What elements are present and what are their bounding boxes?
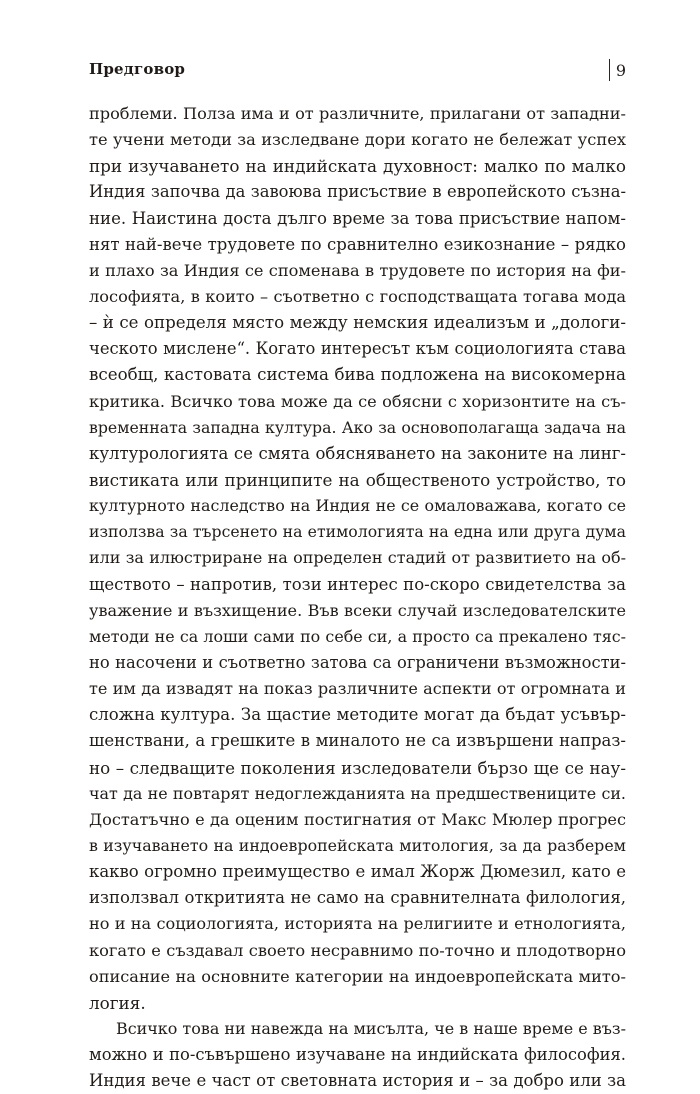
chapter-title: Предговор — [89, 60, 186, 78]
text-line: вистиката или принципите на общественото устройство, то — [89, 469, 626, 490]
text-line: но – следващите поколения изследователи бързо ще се нау- — [89, 757, 626, 778]
text-line: те им да извадят на показ различните аспекти от огромната и — [89, 679, 626, 699]
text-line: проблеми. Полза има и от различните, прилагани от западни- — [89, 104, 626, 123]
page-number: 9 — [615, 60, 626, 80]
text-line: Индия започва да завоюва присъствие в европейското съзна- — [89, 182, 626, 202]
text-line: в изучаването на индоевропейската митология, за да разберем — [89, 835, 626, 855]
paragraph-2 — [89, 1016, 626, 1094]
text-line: при изучаването на индийската духовност: малко по малко — [89, 156, 626, 177]
text-line: когато е създавал своето несравнимо по-точно и плодотворно — [89, 940, 626, 960]
body-text — [89, 101, 626, 1094]
text-line: какво огромно преимущество е имал Жорж Дюмезил, като е — [89, 862, 626, 882]
text-line: Достатъчно е да оценим постигнатия от Макс Мюлер прогрес — [89, 809, 626, 829]
folio-divider — [609, 59, 610, 81]
text-line: временната западна култура. Ако за основополагаща задача на — [89, 417, 626, 437]
text-line: културното наследство на Индия не се омаловажава, когато се — [89, 496, 626, 516]
text-line: уважение и възхищение. Във всеки случай изследователските — [89, 600, 626, 620]
text-line: ние. Наистина доста дълго време за това присъствие напом- — [89, 208, 626, 228]
text-line: всеобщ, кастовата система бива подложена на високомерна — [89, 365, 626, 385]
text-line: използвал откритията не само на сравнителната филология, — [89, 888, 626, 908]
paragraph-1 — [89, 101, 626, 1016]
text-line: логия. — [89, 992, 146, 1013]
text-line: но и на социологията, историята на религиите и етнологията, — [89, 914, 626, 934]
text-line: те учени методи за изследване дори когато не бележат успех — [89, 130, 626, 150]
text-line: но насочени и съответно затова са ограничени възможности- — [89, 652, 626, 672]
text-line: Индия вече е част от световната история и – за добро или за — [89, 1071, 626, 1091]
text-line: чат да не повтарят недоглежданията на предшествениците си. — [89, 783, 626, 803]
text-line: културологията се смята обясняването на законите на линг- — [89, 443, 626, 463]
text-line: критика. Всичко това може да се обясни с хоризонтите на съ- — [89, 391, 626, 411]
text-line: методи не са лоши сами по себе си, а просто са прекалено тяс- — [89, 626, 626, 646]
text-line: използва за търсенето на етимологията на една или друга дума — [89, 522, 626, 542]
text-line: или за илюстриране на определен стадий от развитието на об- — [89, 548, 626, 568]
text-line: Всичко това ни навежда на мисълта, че в наше време е въз- — [116, 1018, 626, 1038]
text-line: описание на основните категории на индоевропейската мито- — [89, 966, 626, 986]
text-line: ществото – напротив, този интерес по-скоро свидетелства за — [89, 574, 626, 594]
text-line: сложна култура. За щастие методите могат да бъдат усъвър- — [89, 705, 626, 725]
text-line: ческото мислене“. Когато интересът към социологията става — [89, 339, 626, 359]
text-line: нят най-вече трудовете по сравнително езикознание – рядко — [89, 234, 626, 254]
text-line: и плахо за Индия се споменава в трудовете по история на фи- — [89, 260, 626, 280]
text-line: можно и по-съвършено изучаване на индийската философия. — [89, 1045, 626, 1065]
text-line: лософията, в които – съответно с господстващата тогава мода — [89, 286, 626, 306]
running-head — [89, 58, 626, 82]
folio — [609, 58, 626, 82]
text-line: шенствани, а грешките в миналото не са извършени напраз- — [89, 731, 626, 751]
text-line: – ѝ се определя място между немския идеализъм и „дологи- — [89, 313, 626, 333]
